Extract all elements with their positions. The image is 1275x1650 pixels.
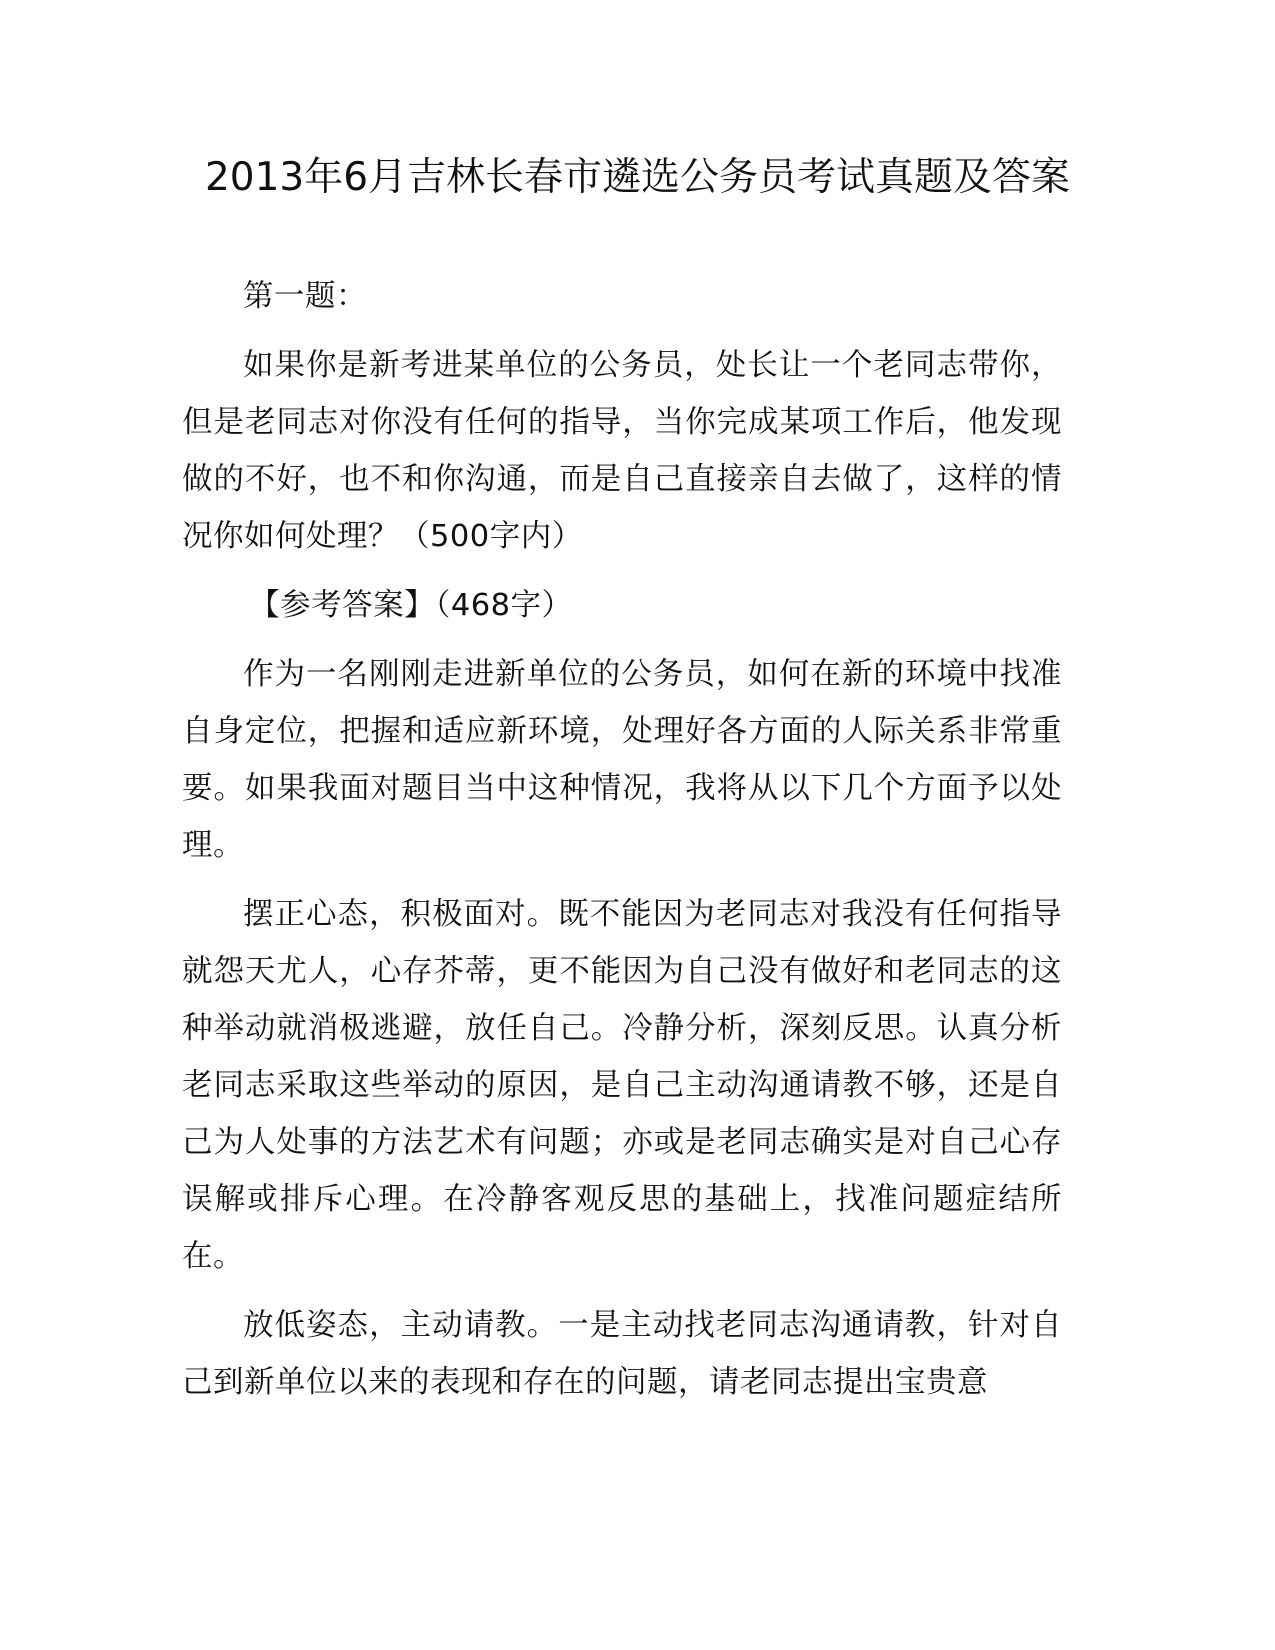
document-title: 2013年6月吉林长春市遴选公务员考试真题及答案 (204, 155, 1071, 200)
question-label: 第一题： (243, 279, 367, 314)
question-text: 如果你是新考进某单位的公务员，处长让一个老同志带你，但是老同志对你没有任何的指导，当你完成某项工作后，他发现做的不好，也不和你沟通，而是自己直接亲自去做了，这样的情况你如何处理？（500字内） (182, 348, 1062, 554)
answer-paragraph-2: 摆正心态，积极面对。既不能因为老同志对我没有任何指导就怨天尤人，心存芥蒂，更不能因为自己没有做好和老同志的这种举动就消极逃避，放任自己。冷静分析，深刻反思。认真分析老同志采取这些举动的原因，是自己主动沟通请教不够，还是自己为人处事的方法艺术有问题；亦或是老同志确实是对自己心存误解或排斥心理。在冷静客观反思的基础上，找准问题症结所在。 (182, 897, 1062, 1274)
answer-paragraph-3: 放低姿态，主动请教。一是主动找老同志沟通请教，针对自己到新单位以来的表现和存在的问题，请老同志提出宝贵意 (182, 1308, 1062, 1400)
document-body (182, 268, 1062, 1423)
answer-label: 【参考答案】（468字） (249, 588, 573, 623)
answer-paragraph-1: 作为一名刚刚走进新单位的公务员，如何在新的环境中找准自身定位，把握和适应新环境，处理好各方面的人际关系非常重要。如果我面对题目当中这种情况，我将从以下几个方面予以处理。 (182, 657, 1062, 863)
